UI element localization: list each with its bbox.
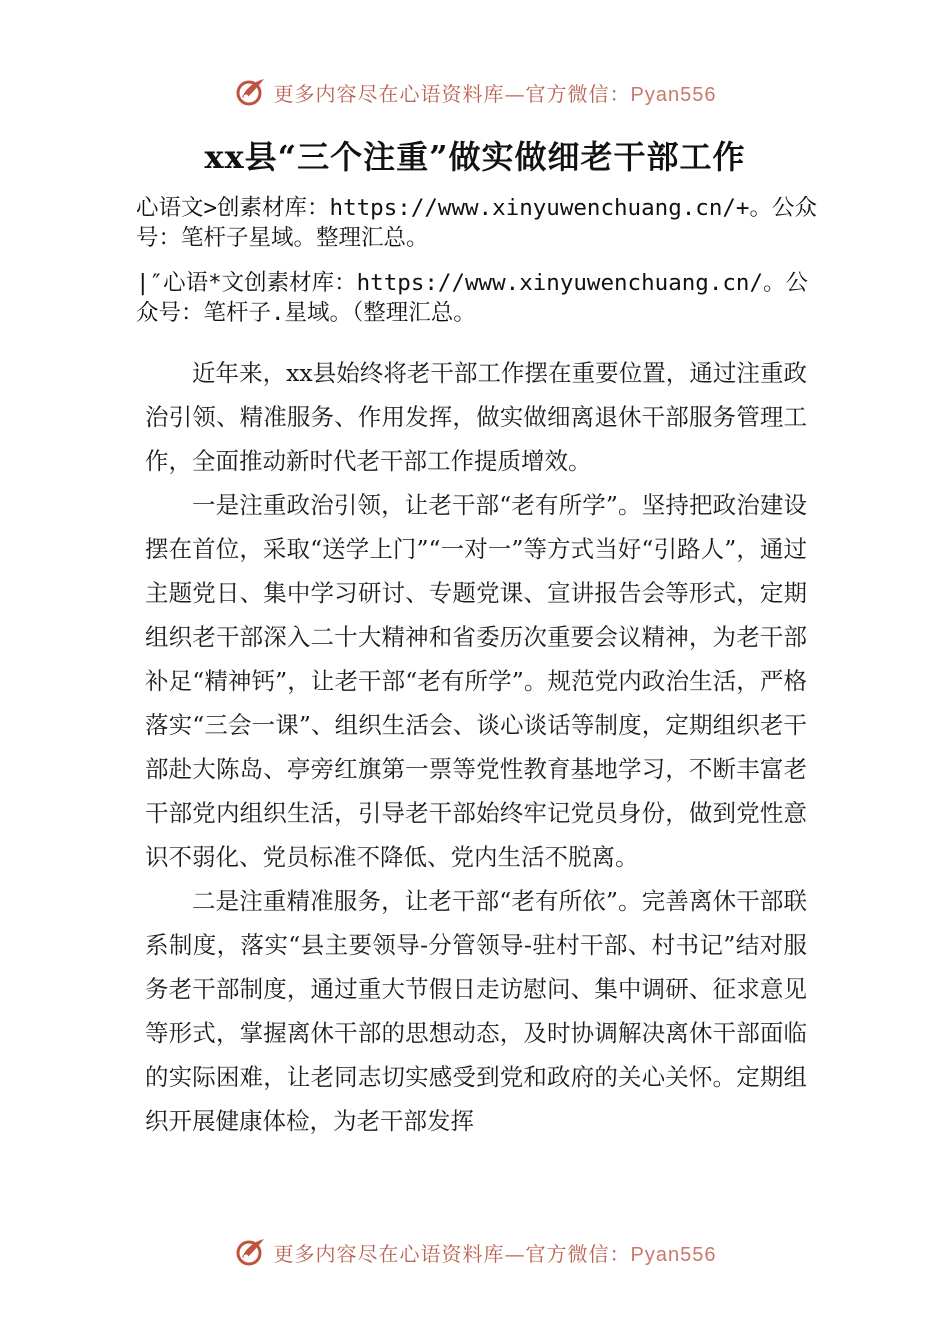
banner-text: [274, 78, 717, 107]
banner-wechat-id: Pyan556: [630, 1243, 717, 1266]
banner-site-text: 更多内容尽在心语资料库—官方微信：: [273, 1241, 631, 1266]
paragraph-precise-service: 二是注重精准服务，让老干部“老有所依”。完善离休干部联系制度，落实“县主要领导-分管领导-驻村干部、村书记”结对服务老干部制度，通过重大节假日走访慰问、集中调研、征求意见等形式，掌握离休干部的思想动态，及时协调解决离休干部面临的实际困难，让老同志切实感受到党和政府的关心关怀。定期组织开展健康体检，为老干部发挥: [145, 887, 807, 1135]
document-body: [145, 351, 807, 1143]
paragraph-political-guidance: 一是注重政治引领，让老干部“老有所学”。坚持把政治建设摆在首位，采取“送学上门”“一对一”等方式当好“引路人”，通过主题党日、集中学习研讨、专题党课、宣讲报告会等形式，定期组织老干部深入二十大精神和省委历次重要会议精神，为老干部补足“精神钙”，让老干部“老有所学”。规范党内政治生活，严格落实“三会一课”、组织生活会、谈心谈话等制度，定期组织老干部赴大陈岛、亭旁红旗第一票等党性教育基地学习，不断丰富老干部党内组织生活，引导老干部始终牢记党员身份，做到党性意识不弱化、党员标准不降低、党内生活不脱离。: [145, 491, 807, 871]
header-banner: [0, 72, 950, 112]
banner-wechat-id: Pyan556: [630, 83, 717, 106]
source-note-1: 心语文>创素材库：https://www.xinyuwenchuang.cn/+。公众号：笔杆子星域。整理汇总。: [136, 195, 817, 251]
banner-site-text: 更多内容尽在心语资料库—官方微信：: [273, 81, 631, 106]
paragraph-intro: 近年来，xx县始终将老干部工作摆在重要位置，通过注重政治引领、精准服务、作用发挥，做实做细离退休干部服务管理工作，全面推动新时代老干部工作提质增效。: [145, 359, 807, 475]
banner-text: [274, 1238, 717, 1267]
source-note-2: |″心语*文创素材库：https://www.xinyuwenchuang.cn/。公众号：笔杆子.星域。（整理汇总。: [136, 270, 809, 326]
footer-banner: [0, 1232, 950, 1272]
brush-logo-icon: [234, 1235, 268, 1269]
document-title: xx县“三个注重”做实做细老干部工作: [204, 138, 746, 176]
brush-logo-icon: [234, 75, 268, 109]
